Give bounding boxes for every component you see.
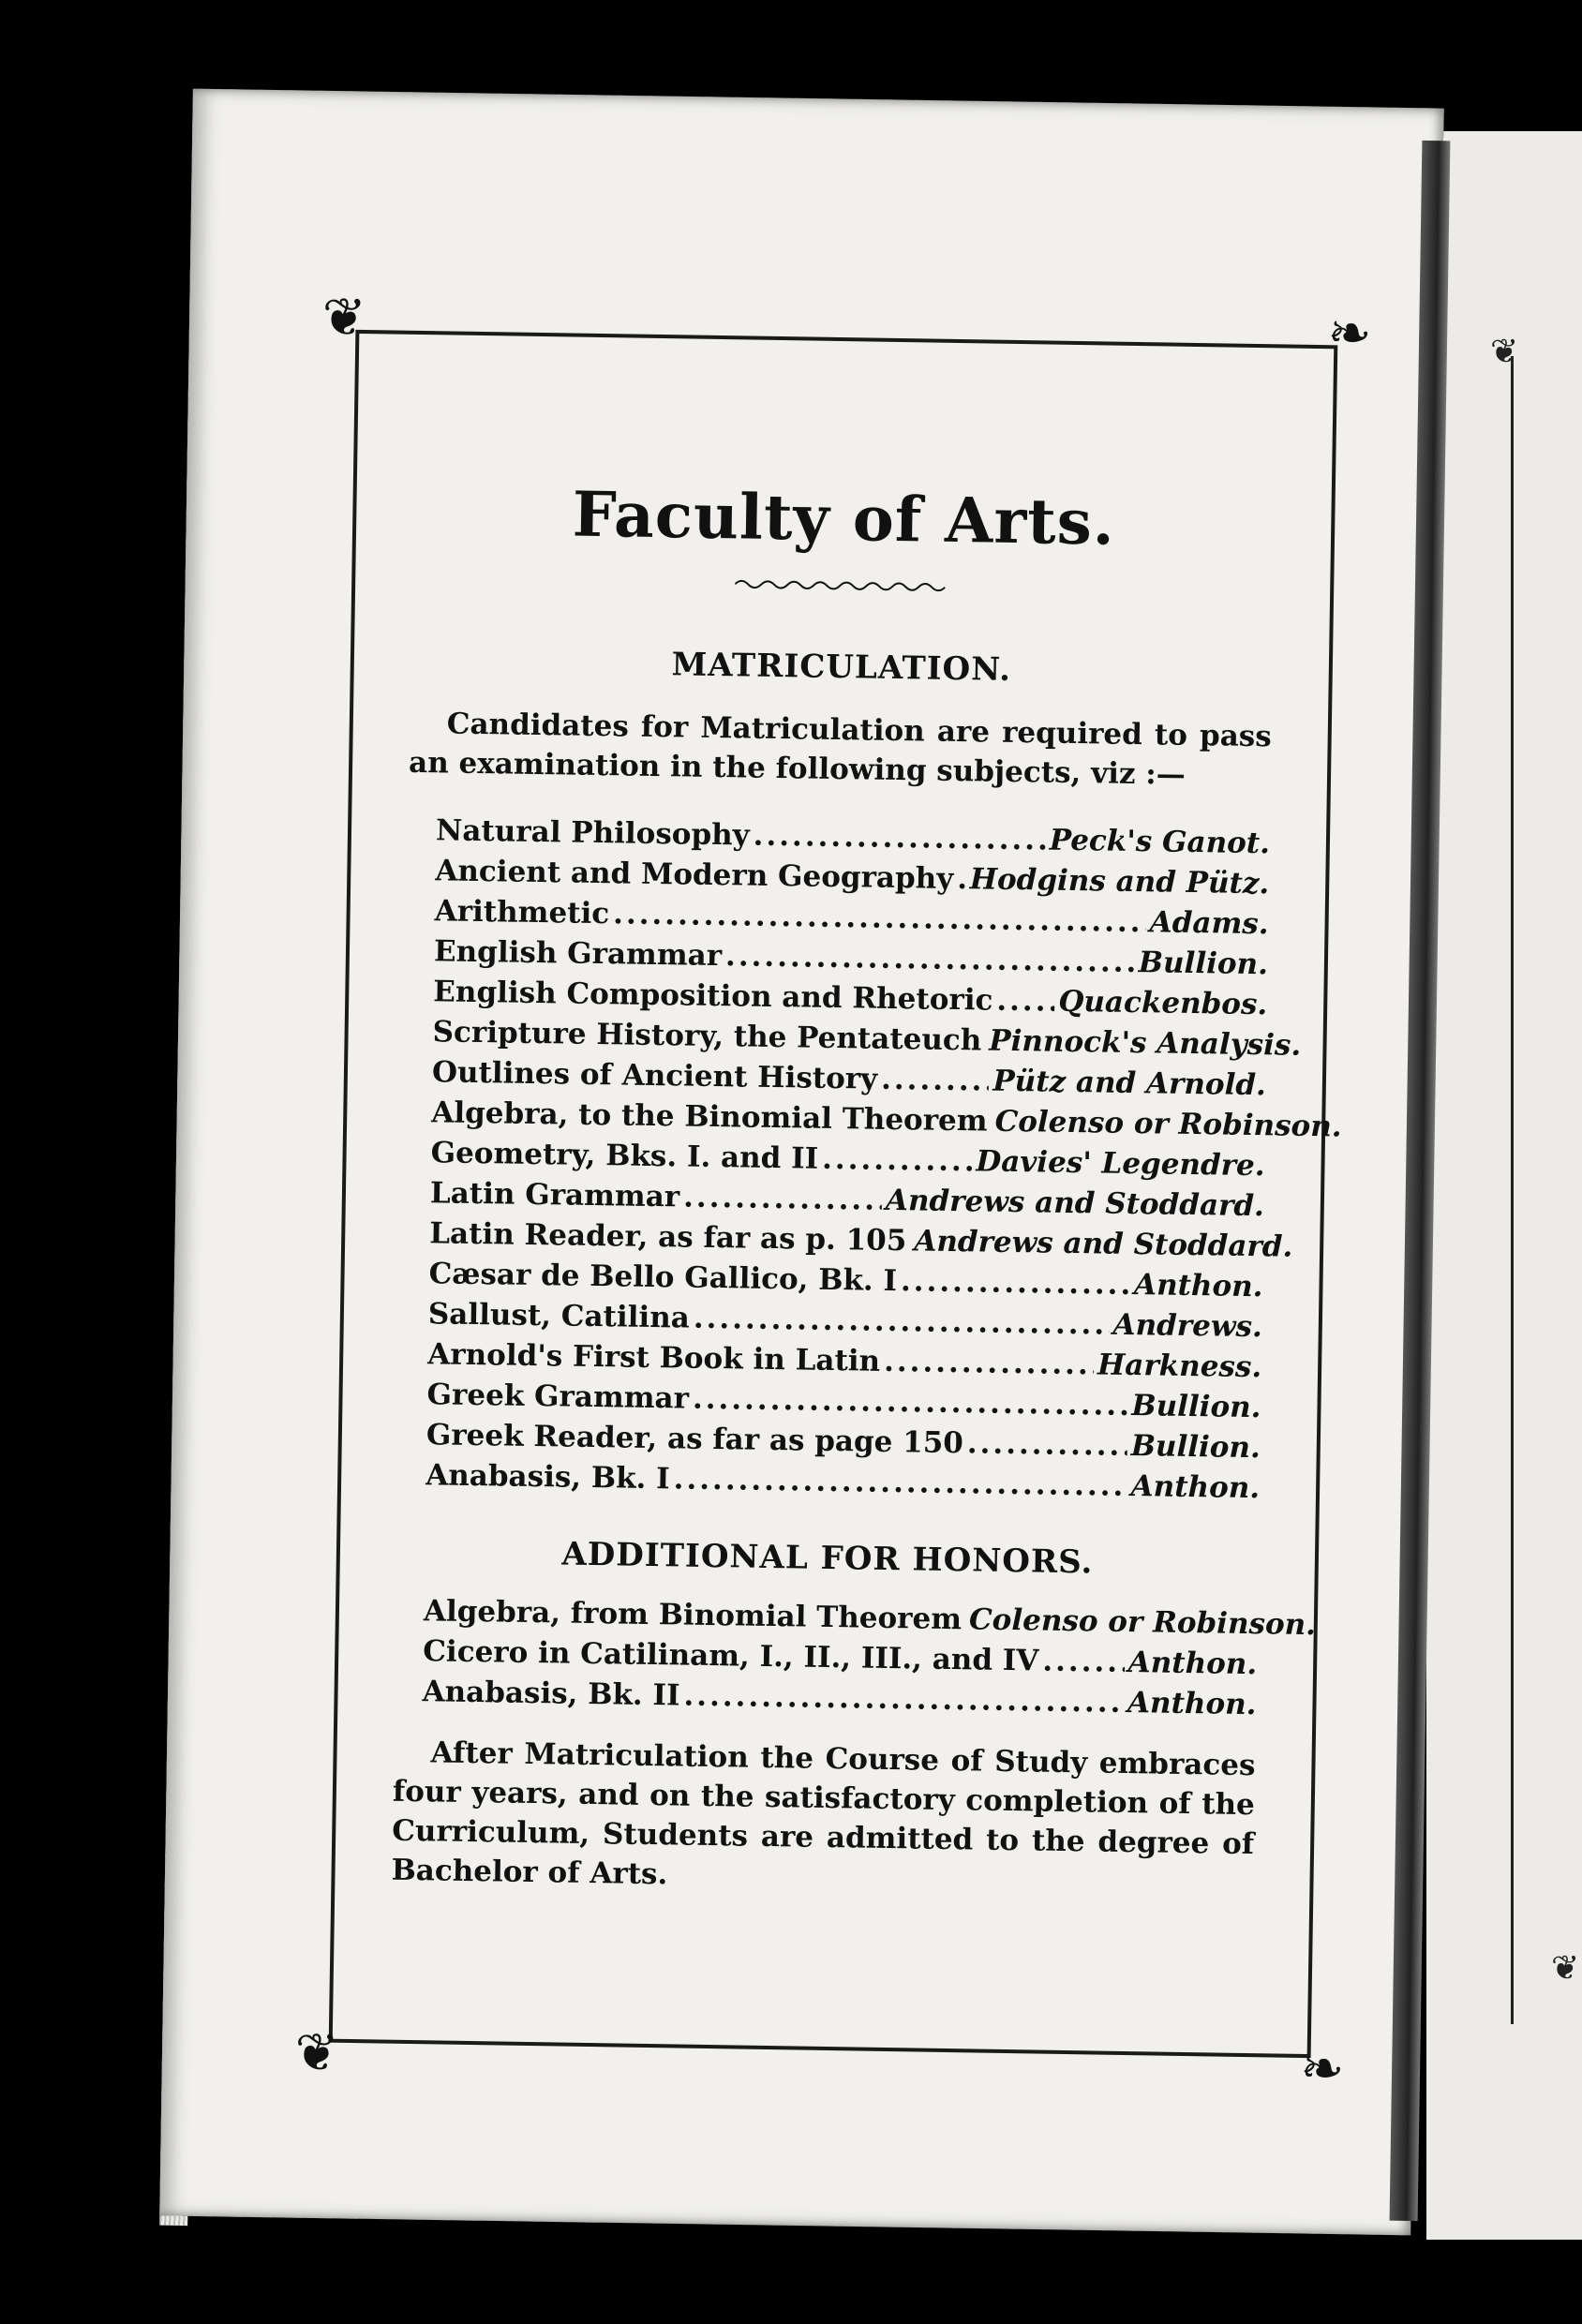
subject-name: Geometry, Bks. I. and II [430, 1136, 819, 1176]
dot-leader [884, 1342, 1095, 1386]
textbook-author: Colenso or Robinson. [994, 1104, 1342, 1144]
subject-name: Arithmetic [434, 894, 610, 931]
textbook-author: Anthon. [1133, 1268, 1263, 1304]
subject-name: Algebra, to the Binomial Theorem [431, 1095, 988, 1139]
subject-name: Sallust, Catilina [427, 1297, 691, 1335]
honors-heading: ADDITIONAL FOR HONORS. [561, 1535, 1094, 1582]
matriculation-heading: MATRICULATION. [671, 646, 1012, 689]
textbook-author: Andrews and Stoddard. [885, 1183, 1265, 1224]
dot-leader [991, 1102, 992, 1142]
dot-leader [673, 1459, 1127, 1507]
corner-fleuron-icon: ❦ [294, 2022, 339, 2084]
textbook-author: Andrews and Stoddard. [914, 1224, 1293, 1264]
textbook-author: Davies' Legendre. [976, 1144, 1265, 1184]
subject-name: Natural Philosophy [435, 813, 750, 853]
dot-leader [753, 816, 1046, 861]
dot-leader [957, 859, 966, 900]
dot-leader [910, 1221, 911, 1261]
facing-fleuron-icon: ❦ [1490, 333, 1519, 371]
subject-name: Outlines of Ancient History [431, 1055, 878, 1096]
corner-fleuron-icon: ❦ [321, 287, 367, 350]
dot-leader [694, 1299, 1110, 1346]
textbook-author: Andrews. [1112, 1307, 1263, 1345]
dot-leader [693, 1379, 1128, 1426]
subject-name: Greek Reader, as far as page 150 [425, 1418, 964, 1461]
facing-page [1426, 131, 1582, 2240]
textbook-author: Adams. [1149, 905, 1269, 942]
subject-name: Ancient and Modern Geography [435, 854, 954, 896]
subject-name: Latin Grammar [429, 1176, 680, 1214]
dot-leader [901, 1261, 1131, 1305]
textbook-author: Anthon. [1127, 1646, 1258, 1682]
facing-fleuron-icon: ❦ [1551, 1949, 1580, 1988]
page-content [391, 475, 1342, 1931]
facing-page-frame [1511, 356, 1514, 2024]
subject-name: Arnold's First Book in Latin [426, 1337, 881, 1378]
subject-name: English Grammar [433, 934, 723, 974]
subject-name: Greek Grammar [426, 1378, 690, 1416]
corner-fleuron-icon: ❧ [1327, 303, 1372, 365]
textbook-author: Anthon. [1127, 1686, 1257, 1722]
textbook-author: Hodgins and Pütz. [969, 862, 1270, 901]
dot-leader [967, 1423, 1128, 1467]
corner-fleuron-icon: ❧ [1299, 2037, 1345, 2100]
textbook-author: Pinnock's Analysis. [989, 1023, 1302, 1063]
dot-leader [1042, 1642, 1125, 1683]
dot-leader [822, 1140, 973, 1183]
dot-leader [683, 1177, 882, 1220]
textbook-author: Bullion. [1131, 1389, 1261, 1425]
matriculation-intro: Candidates for Matriculation are required to pass an examination in the following subjects, viz :— [408, 707, 1273, 792]
page-title: Faculty of Arts. [572, 477, 1116, 559]
swash-divider [735, 577, 950, 594]
textbook-author: Pütz and Arnold. [992, 1064, 1267, 1103]
dot-leader [683, 1676, 1124, 1723]
dot-leader [985, 1021, 986, 1062]
subject-name: Anabasis, Bk. II [422, 1675, 680, 1713]
subject-name: Latin Reader, as far as p. 105 [429, 1216, 907, 1259]
textbook-author: Peck's Ganot. [1049, 823, 1271, 861]
subject-name: Scripture History, the Pentateuch [432, 1015, 982, 1058]
dot-leader [965, 1600, 966, 1640]
closing-paragraph: After Matriculation the Course of Study embraces four years, and on the satisfactory completion of the Curriculum, Students are admitted to the degree of Bachelor of Arts. [391, 1736, 1256, 1892]
subject-name: Anabasis, Bk. I [425, 1458, 670, 1497]
textbook-author: Bullion. [1130, 1429, 1261, 1466]
textbook-author: Anthon. [1130, 1469, 1261, 1506]
matriculation-subject-list [397, 811, 1342, 1509]
textbook-author: Bullion. [1138, 946, 1269, 982]
subject-name: Cicero in Catilinam, I., II., III., and IV [422, 1634, 1039, 1678]
dot-leader [996, 981, 1055, 1022]
honors-subject-list [394, 1591, 1317, 1725]
dot-leader [881, 1060, 990, 1102]
textbook-author: Harkness. [1097, 1348, 1262, 1385]
subject-name: English Composition and Rhetoric [433, 975, 993, 1018]
subject-name: Algebra, from Binomial Theorem [423, 1594, 963, 1637]
subject-name: Cæsar de Bello Gallico, Bk. I [428, 1257, 898, 1299]
ornamental-frame [294, 287, 1372, 2100]
textbook-author: Quackenbos. [1058, 984, 1268, 1022]
textbook-author: Colenso or Robinson. [968, 1602, 1317, 1643]
dot-leader [725, 936, 1135, 983]
